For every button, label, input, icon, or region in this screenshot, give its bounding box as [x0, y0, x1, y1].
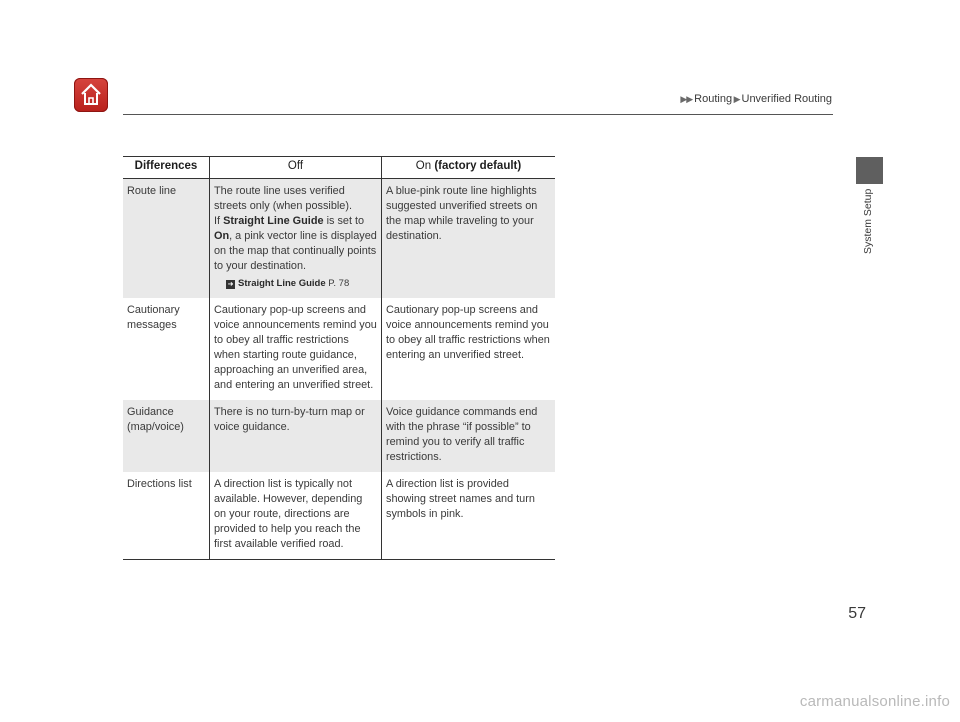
table-header-row [123, 157, 555, 179]
cross-reference-link[interactable]: ➜ Straight Line Guide P. 78 [227, 278, 350, 289]
row-on-cell: A blue-pink route line highlights suggested unverified streets on the map while traveling to your destination. [382, 179, 556, 299]
section-tab-marker[interactable] [856, 157, 883, 184]
breadcrumb [680, 93, 832, 105]
page-number: 57 [848, 605, 866, 622]
row-label: Cautionary messages [127, 304, 180, 331]
row-off-cell: Cautionary pop-up screens and voice announcements remind you to obey all traffic restrictions when starting route guidance, approaching an unverified area, and entering an unverified street. [210, 298, 382, 400]
breadcrumb-arrow-icon: ▶▶ [680, 94, 693, 104]
home-button[interactable] [74, 78, 108, 112]
row-label: Route line [123, 179, 210, 299]
row-on-cell: Cautionary pop-up screens and voice announcements remind you to obey all traffic restrictions when entering an unverified street. [382, 298, 556, 400]
section-tab-label [862, 188, 876, 258]
header-differences: Differences [123, 157, 210, 179]
row-on-cell: A direction list is provided showing street names and turn symbols in pink. [382, 472, 556, 560]
breadcrumb-unverified-routing: Unverified Routing [741, 93, 832, 105]
row-on-cell: Voice guidance commands end with the phrase “if possible” to remind you to verify all traffic restrictions. [382, 400, 556, 472]
differences-table [123, 156, 555, 560]
breadcrumb-arrow-icon: ▶ [732, 94, 740, 104]
header-off: Off [210, 157, 382, 179]
table-row-route-line [123, 179, 555, 299]
home-icon [79, 82, 103, 108]
row-off-cell: A direction list is typically not available. However, depending on your route, directions are provided to help you reach the first available verified road. [210, 472, 382, 560]
table-row-cautionary-messages [123, 298, 555, 400]
table-row-guidance [123, 400, 555, 472]
header-divider [123, 114, 833, 115]
row-label: Guidance (map/voice) [123, 400, 210, 472]
cross-reference-icon: ➜ [227, 281, 234, 288]
row-off-cell: The route line uses verified streets only (when possible). If Straight Line Guide is set to On, a pink vector line is displayed on the map that continually points to your destination. ➜ Straight Line Guide P. 78 [210, 179, 382, 299]
header-on: On (factory default) [382, 157, 556, 179]
row-label: Directions list [123, 472, 210, 560]
table-row-directions-list [123, 472, 555, 560]
row-off-cell: There is no turn-by-turn map or voice guidance. [210, 400, 382, 472]
breadcrumb-routing-link[interactable]: Routing [694, 93, 733, 105]
section-tab-text: System Setup [862, 188, 874, 254]
watermark: carmanualsonline.info [799, 693, 950, 710]
